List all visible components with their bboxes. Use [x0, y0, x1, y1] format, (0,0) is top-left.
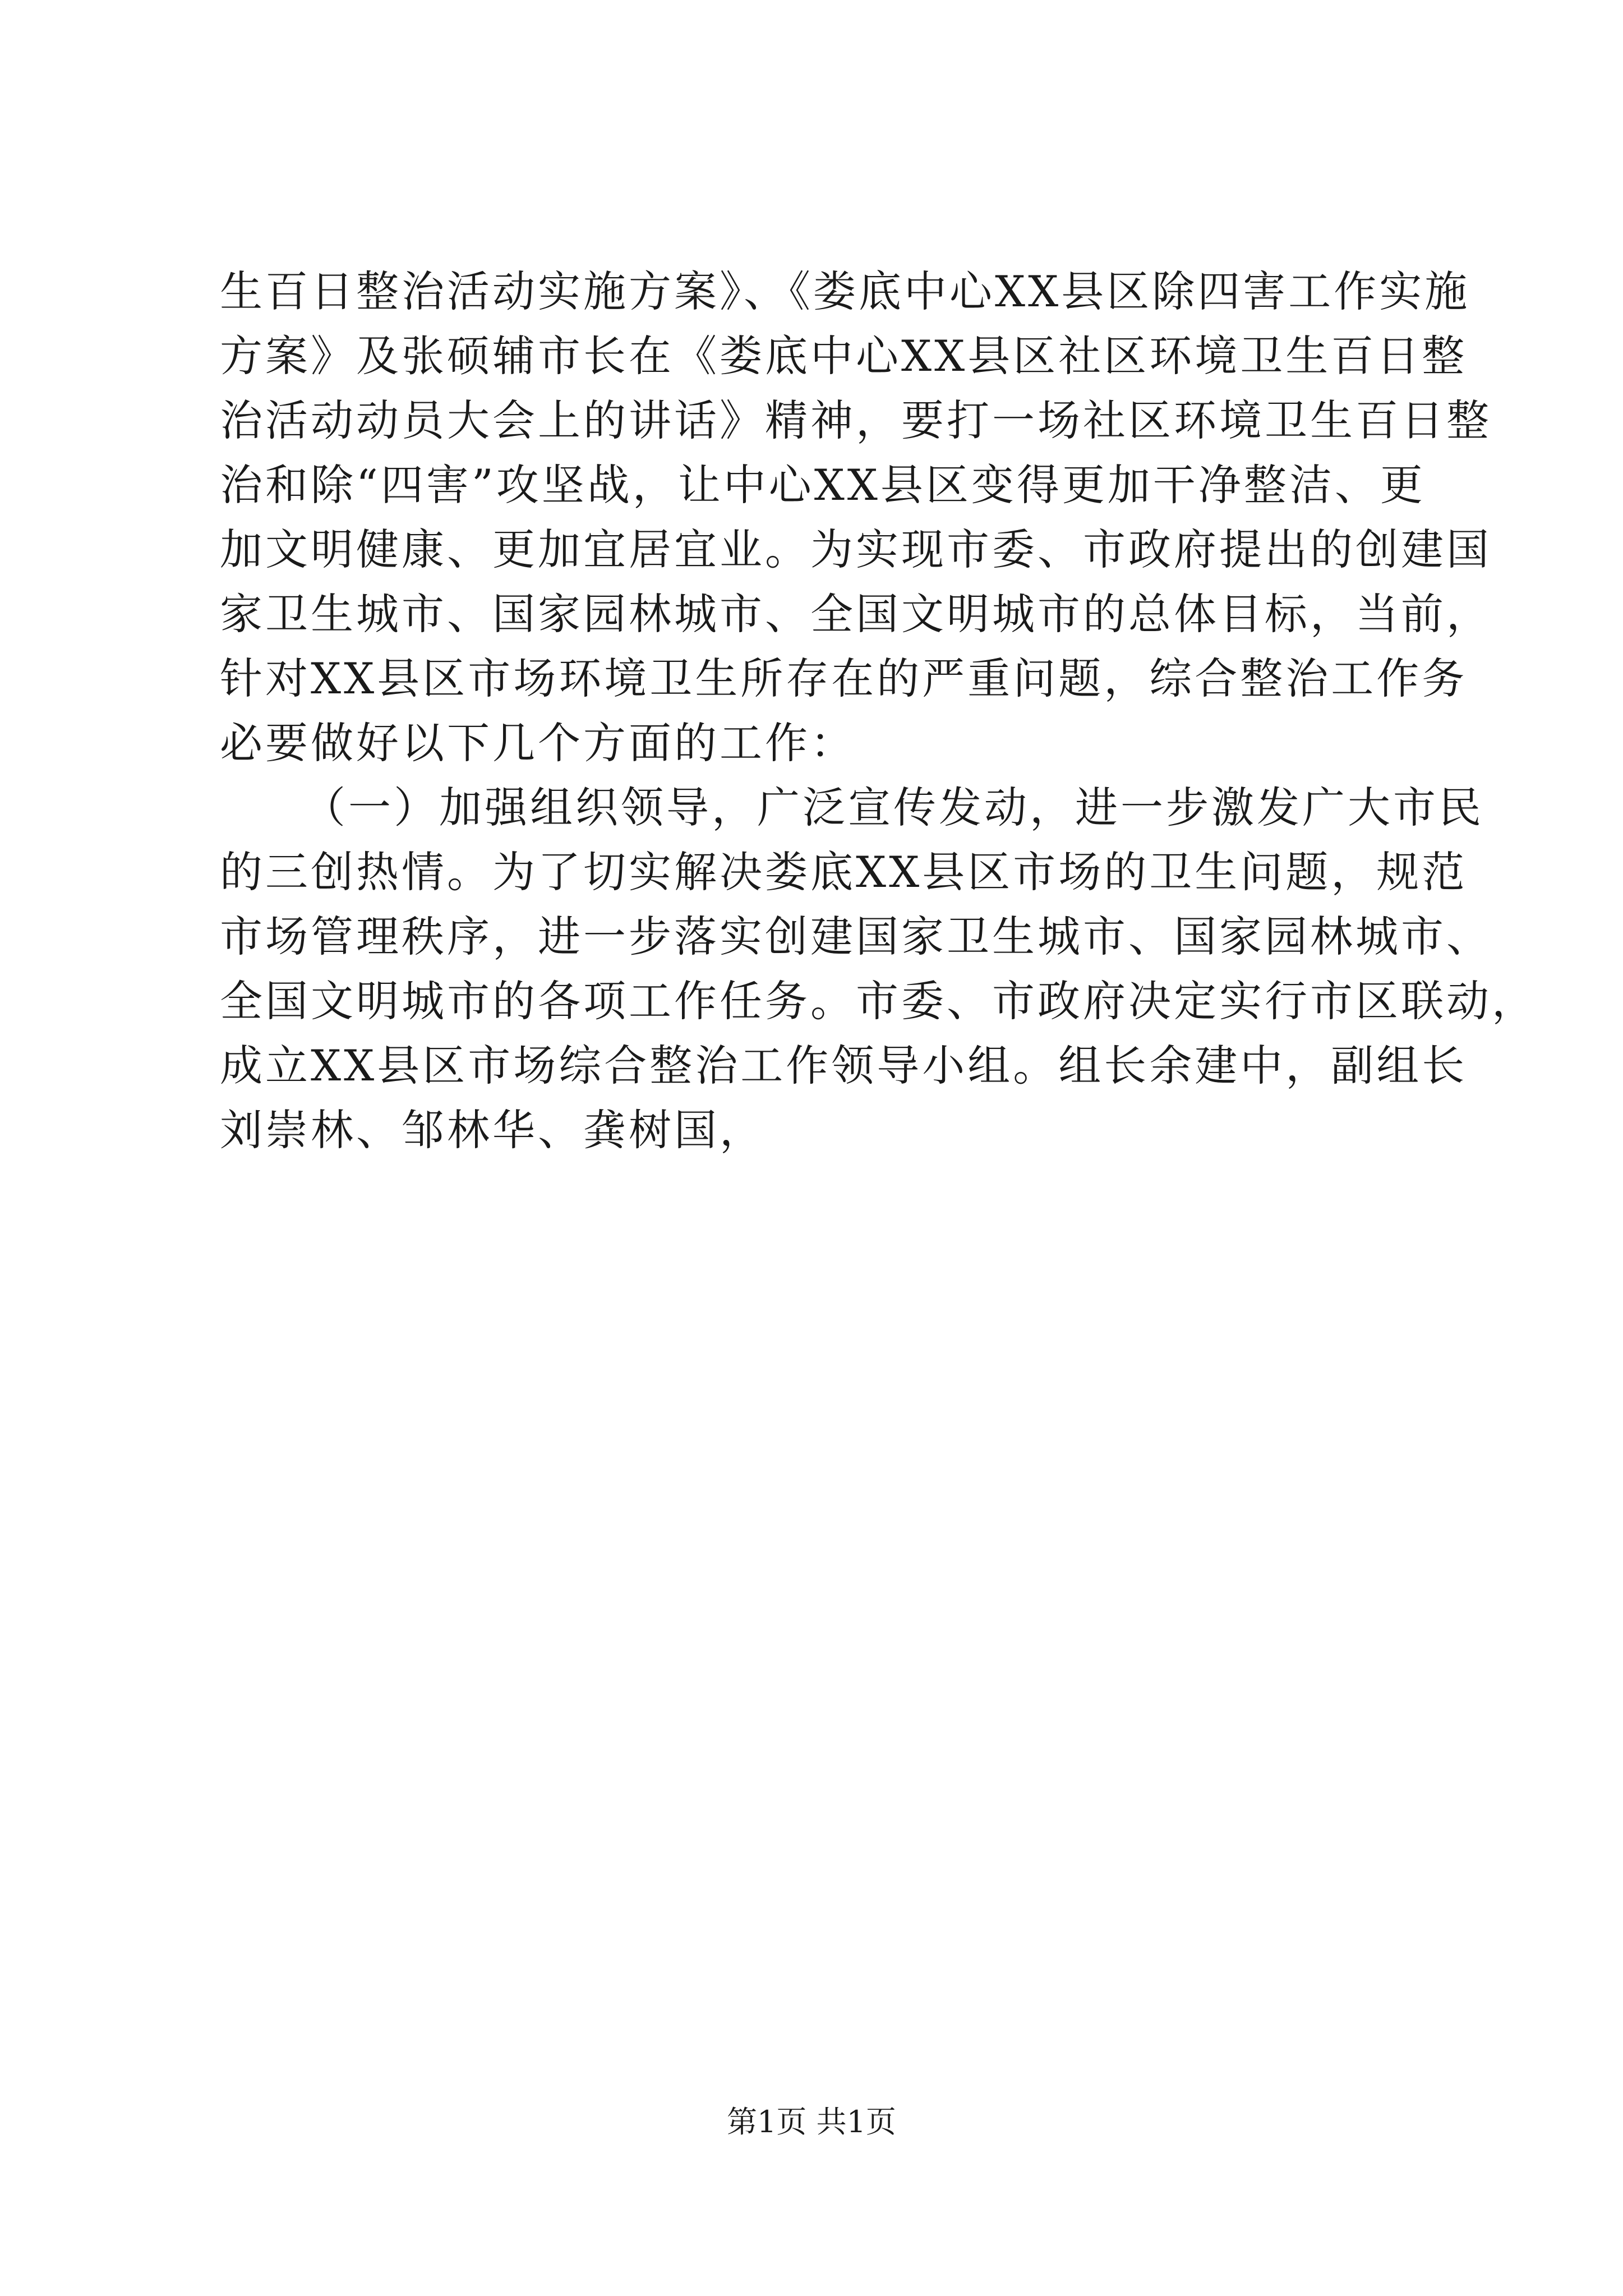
text-line: 治和除“四害”攻坚战，让中心XX县区变得更加干净整洁、更: [220, 460, 1426, 510]
text-line: 家卫生城市、国家园林城市、全国文明城市的总体目标，当前，: [220, 589, 1492, 639]
text-line: 成立XX县区市场综合整治工作领导小组。组长余建中，副组长: [220, 1041, 1468, 1091]
text-line: 全国文明城市的各项工作任务。市委、市政府决定实行市区联动，: [220, 976, 1537, 1026]
text-line: 方案》及张硕辅市长在《娄底中心XX县区社区环境卫生百日整: [220, 331, 1468, 381]
text-line: 市场管理秩序，进一步落实创建国家卫生城市、国家园林城市、: [220, 912, 1492, 961]
text-line: 生百日整治活动实施方案》、《娄底中心XX县区除四害工作实施: [220, 266, 1470, 316]
text-line: 治活动动员大会上的讲话》精神，要打一场社区环境卫生百日整: [220, 395, 1492, 445]
text-line: 必要做好以下几个方面的工作：: [220, 718, 856, 768]
document-body: [220, 259, 1537, 1162]
page-number-footer: 第1页 共1页: [727, 2104, 896, 2139]
text-line: 的三创热情。为了切实解决娄底XX县区市场的卫生问题，规范: [220, 847, 1468, 897]
text-line: 加文明健康、更加宜居宜业。为实现市委、市政府提出的创建国: [220, 524, 1492, 574]
text-line: 刘崇林、邹林华、龚树国，: [220, 1105, 765, 1155]
section-heading-line: （一）加强组织领导，广泛宣传发动，进一步激发广大市民: [303, 783, 1484, 832]
text-line: 针对XX县区市场环境卫生所存在的严重问题，综合整治工作务: [220, 654, 1468, 703]
